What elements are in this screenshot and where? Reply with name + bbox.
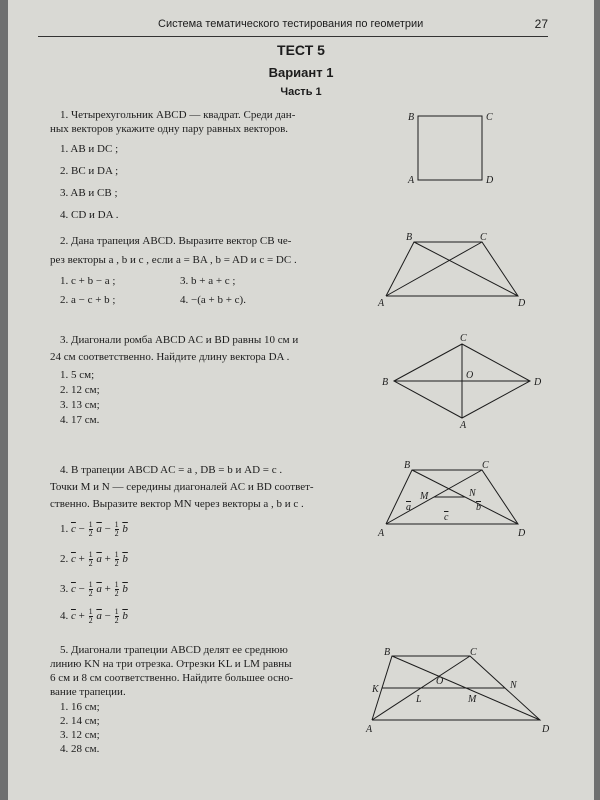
variant-title: Вариант 1 bbox=[268, 65, 334, 80]
q5-label-c: C bbox=[470, 647, 477, 658]
q1-text-line-1: 1. Четырехугольник ABCD — квадрат. Среди дан- bbox=[60, 109, 296, 121]
q4-label-vector-b: b bbox=[476, 502, 481, 513]
q4-option-3-vector-b: $\overline{b}$ bbox=[122, 583, 128, 595]
q4-option-1-fraction-2: $\frac{1}{2}$ bbox=[114, 519, 119, 538]
q4-option-4-number: 4. bbox=[60, 610, 69, 622]
q4-label-a: A bbox=[378, 528, 385, 539]
q4-option-3 bbox=[60, 578, 128, 600]
q5-text-line-1: 5. Диагонали трапеции ABCD делят ее среднюю bbox=[60, 644, 288, 656]
q2-label-c: C bbox=[480, 232, 487, 243]
q5-label-m: M bbox=[468, 694, 477, 705]
q3-label-o: O bbox=[466, 370, 474, 381]
q4-option-4-fraction-1: $\frac{1}{2}$ bbox=[88, 606, 93, 625]
q4-label-m: M bbox=[420, 491, 429, 502]
q3-rhombus-figure bbox=[374, 330, 554, 430]
q4-option-4-vector-a: $\overline{a}$ bbox=[96, 610, 102, 622]
q1-text-line-2: ных векторов укажите одну пару равных векторов. bbox=[50, 123, 289, 135]
q4-text-line-1: 4. В трапеции ABCD AC = a , DB = b и AD = c . bbox=[60, 464, 283, 476]
q4-option-2-sign-1: + bbox=[78, 553, 85, 565]
book-page bbox=[8, 0, 594, 800]
q1-label-b: B bbox=[408, 112, 415, 123]
q4-option-3-sign-1: − bbox=[78, 583, 85, 595]
q1-square-figure bbox=[398, 106, 508, 186]
q5-label-o: O bbox=[436, 676, 444, 687]
q4-option-1-sign-2: − bbox=[104, 523, 111, 535]
q3-text-line-2: 24 см соответственно. Найдите длину вектора DA . bbox=[50, 351, 290, 363]
q2-text-line-2: рез векторы a , b и c , если a = BA , b = AD и c = DC . bbox=[50, 254, 297, 266]
q4-option-1-vector-c: $\overline{c}$ bbox=[71, 523, 76, 535]
q5-label-a: A bbox=[366, 724, 373, 735]
q5-label-n: N bbox=[510, 680, 517, 691]
diagonal-bd bbox=[414, 242, 518, 296]
q3-option-1: 1. 5 см; bbox=[60, 369, 95, 381]
q4-option-1-sign-1: − bbox=[78, 523, 85, 535]
q2-text-line-1: 2. Дана трапеция ABCD. Выразите вектор CB че- bbox=[60, 235, 292, 247]
q5-text-line-2: линию KN на три отрезка. Отрезки KL и LM равны bbox=[50, 658, 292, 670]
q2-option-4: 4. −(a + b + c). bbox=[180, 294, 246, 306]
test-title: ТЕСТ 5 bbox=[277, 42, 325, 58]
q4-option-3-sign-2: + bbox=[104, 583, 111, 595]
q4-option-1-vector-a: $\overline{a}$ bbox=[96, 523, 102, 535]
q2-option-3: 3. b + a + c ; bbox=[180, 275, 236, 287]
q4-option-3-vector-a: $\overline{a}$ bbox=[96, 583, 102, 595]
q2-option-1: 1. c + b − a ; bbox=[60, 275, 116, 287]
q4-option-2-fraction-1: $\frac{1}{2}$ bbox=[88, 549, 93, 568]
q2-trapezoid-figure bbox=[372, 230, 532, 310]
q4-option-1 bbox=[60, 518, 128, 540]
q4-label-d: D bbox=[518, 528, 526, 539]
q5-label-l: L bbox=[416, 694, 422, 705]
q4-option-2-sign-2: + bbox=[104, 553, 111, 565]
q4-label-vector-c: c bbox=[444, 512, 449, 523]
q4-option-3-fraction-1: $\frac{1}{2}$ bbox=[88, 579, 93, 598]
header-title: Система тематического тестирования по геометрии bbox=[158, 18, 424, 30]
q5-text-line-3: 6 см и 8 см соответственно. Найдите большее осно- bbox=[50, 672, 294, 684]
q1-option-4: 4. CD и DA . bbox=[60, 209, 119, 221]
q4-option-2-vector-c: $\overline{c}$ bbox=[71, 553, 76, 565]
q4-option-2-number: 2. bbox=[60, 553, 69, 565]
q1-label-d: D bbox=[486, 175, 494, 186]
q3-text-line-1: 3. Диагонали ромба ABCD AC и BD равны 10 см и bbox=[60, 334, 299, 346]
q2-label-d: D bbox=[518, 298, 526, 309]
q4-option-1-fraction-1: $\frac{1}{2}$ bbox=[88, 519, 93, 538]
q5-option-4: 4. 28 см. bbox=[60, 743, 100, 755]
q5-label-b: B bbox=[384, 647, 391, 658]
q4-option-1-vector-b: $\overline{b}$ bbox=[122, 523, 128, 535]
q3-label-d: D bbox=[534, 377, 542, 388]
q3-label-a: A bbox=[460, 420, 467, 431]
q2-label-a: A bbox=[378, 298, 385, 309]
q4-option-4-sign-2: − bbox=[104, 610, 111, 622]
q4-label-b: B bbox=[404, 460, 411, 471]
q3-option-3: 3. 13 см; bbox=[60, 399, 100, 411]
q4-option-3-number: 3. bbox=[60, 583, 69, 595]
q5-label-d: D bbox=[542, 724, 550, 735]
q5-option-1: 1. 16 см; bbox=[60, 701, 100, 713]
running-header bbox=[38, 14, 548, 37]
q4-trapezoid-figure bbox=[372, 458, 532, 542]
q2-label-b: B bbox=[406, 232, 413, 243]
q4-option-2-vector-a: $\overline{a}$ bbox=[96, 553, 102, 565]
q4-label-n: N bbox=[469, 488, 476, 499]
trapezoid-outline bbox=[386, 242, 518, 296]
q1-option-2: 2. BC и DA ; bbox=[60, 165, 119, 177]
q4-text-line-2: Точки M и N — середины диагоналей AC и BD соответ- bbox=[50, 481, 314, 493]
q4-label-vector-a: a bbox=[406, 502, 411, 513]
q5-text-line-4: вание трапеции. bbox=[50, 686, 126, 698]
q5-trapezoid-figure bbox=[358, 646, 548, 738]
q5-option-3: 3. 12 см; bbox=[60, 729, 100, 741]
q5-label-k: K bbox=[372, 684, 379, 695]
q3-option-2: 2. 12 см; bbox=[60, 384, 100, 396]
q4-option-4 bbox=[60, 605, 128, 627]
q4-option-4-sign-1: + bbox=[78, 610, 85, 622]
q4-option-4-vector-b: $\overline{b}$ bbox=[122, 610, 128, 622]
q4-option-2 bbox=[60, 548, 128, 570]
q4-option-3-fraction-2: $\frac{1}{2}$ bbox=[114, 579, 119, 598]
page-number: 27 bbox=[534, 17, 548, 31]
q4-option-1-number: 1. bbox=[60, 523, 69, 535]
q1-label-c: C bbox=[486, 112, 493, 123]
q4-option-4-fraction-2: $\frac{1}{2}$ bbox=[114, 606, 119, 625]
square-outline bbox=[418, 116, 482, 180]
q3-label-b: B bbox=[382, 377, 389, 388]
q1-option-1: 1. AB и DC ; bbox=[60, 143, 119, 155]
q4-label-c: C bbox=[482, 460, 489, 471]
q4-option-3-vector-c: $\overline{c}$ bbox=[71, 583, 76, 595]
q3-option-4: 4. 17 см. bbox=[60, 414, 100, 426]
q5-option-2: 2. 14 см; bbox=[60, 715, 100, 727]
q3-label-c: C bbox=[460, 333, 467, 344]
q4-option-2-vector-b: $\overline{b}$ bbox=[122, 553, 128, 565]
q1-label-a: A bbox=[408, 175, 415, 186]
q4-option-4-vector-c: $\overline{c}$ bbox=[71, 610, 76, 622]
q1-option-3: 3. AB и CB ; bbox=[60, 187, 118, 199]
q4-option-2-fraction-2: $\frac{1}{2}$ bbox=[114, 549, 119, 568]
q4-text-line-3: ственно. Выразите вектор MN через векторы a , b и c . bbox=[50, 498, 304, 510]
q2-option-2: 2. a − c + b ; bbox=[60, 294, 116, 306]
part-title: Часть 1 bbox=[280, 86, 322, 98]
